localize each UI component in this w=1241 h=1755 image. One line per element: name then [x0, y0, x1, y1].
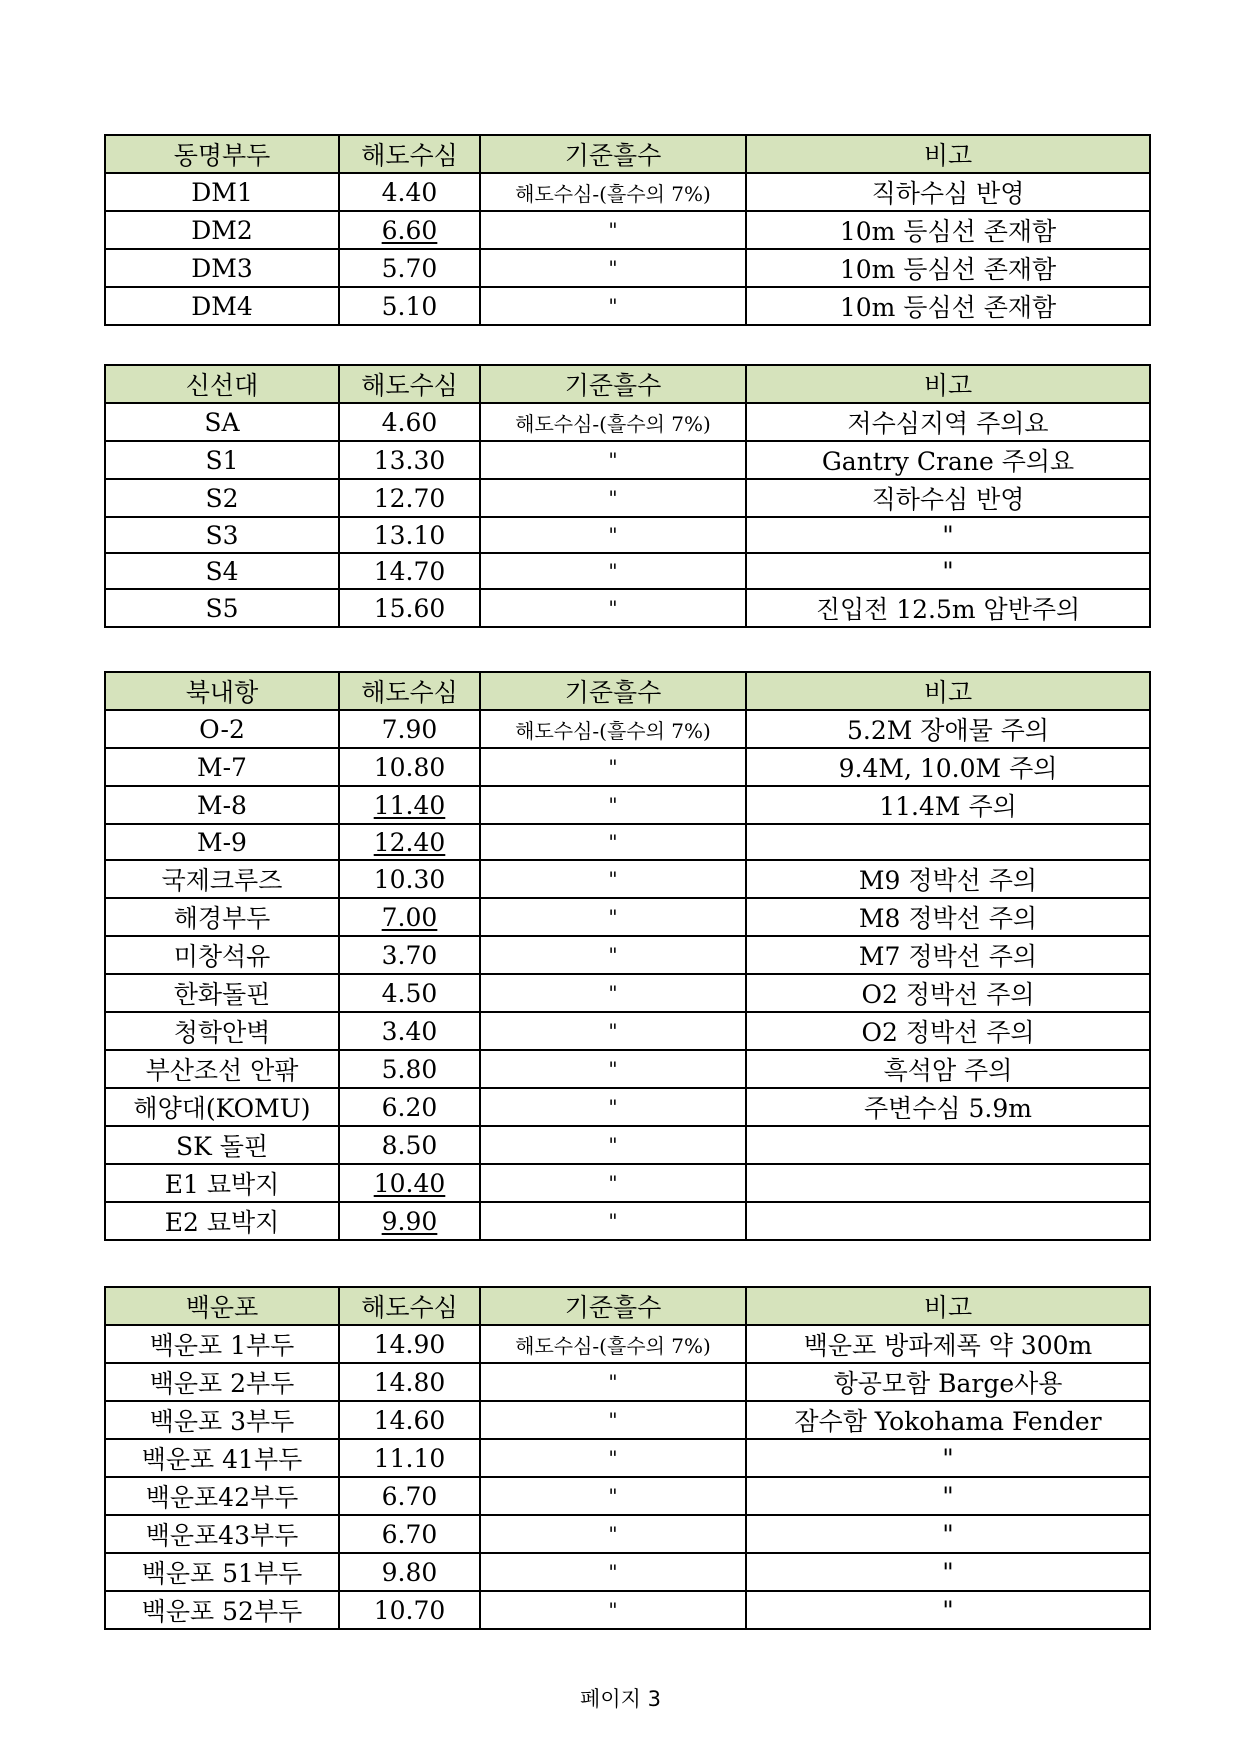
standard-draft-cell: " [480, 1401, 746, 1439]
berth-name-cell: 해양대(KOMU) [105, 1088, 339, 1126]
chart-depth-cell: 14.80 [339, 1363, 480, 1401]
table-baegunpo [104, 1286, 1151, 1630]
berth-name-cell: S5 [105, 589, 339, 627]
table-row [105, 1202, 1150, 1240]
remark-cell: " [746, 517, 1150, 553]
remark-cell: 진입전 12.5m 암반주의 [746, 589, 1150, 627]
remark-cell: " [746, 1553, 1150, 1591]
berth-name-cell: 백운포 2부두 [105, 1363, 339, 1401]
chart-depth-cell: 6.70 [339, 1477, 480, 1515]
table-row [105, 403, 1150, 441]
chart-depth-cell: 3.70 [339, 936, 480, 974]
remark-cell [746, 1126, 1150, 1164]
remark-cell: 잠수함 Yokohama Fender [746, 1401, 1150, 1439]
table-row [105, 748, 1150, 786]
berth-name-cell: S3 [105, 517, 339, 553]
table-dongmyeong [104, 134, 1151, 326]
chart-depth-cell [339, 1164, 480, 1202]
chart-depth-cell: 3.40 [339, 1012, 480, 1050]
table-row [105, 1050, 1150, 1088]
table-header-row [105, 365, 1150, 403]
berth-name-cell: DM3 [105, 249, 339, 287]
table-row [105, 287, 1150, 325]
berth-name-cell: 백운포 3부두 [105, 1401, 339, 1439]
chart-depth-cell: 4.60 [339, 403, 480, 441]
chart-depth-cell: 15.60 [339, 589, 480, 627]
table-row [105, 1515, 1150, 1553]
remark-cell [746, 1202, 1150, 1240]
table-row [105, 211, 1150, 249]
standard-draft-cell: " [480, 553, 746, 589]
table-header-row [105, 1287, 1150, 1325]
page-number: 페이지 3 [580, 1687, 661, 1711]
chart-depth-cell: 4.40 [339, 173, 480, 211]
table-row [105, 441, 1150, 479]
berth-name-cell: 한화돌핀 [105, 974, 339, 1012]
table-row [105, 1591, 1150, 1629]
standard-draft-cell: " [480, 211, 746, 249]
remark-cell: 주변수심 5.9m [746, 1088, 1150, 1126]
header-depth: 해도수심 [339, 672, 480, 710]
standard-draft-cell: " [480, 1515, 746, 1553]
standard-draft-cell: " [480, 479, 746, 517]
header-remark: 비고 [746, 135, 1150, 173]
berth-name-cell: M-7 [105, 748, 339, 786]
chart-depth-cell: 10.70 [339, 1591, 480, 1629]
remark-cell: 11.4M 주의 [746, 786, 1150, 824]
remark-cell: " [746, 1439, 1150, 1477]
table-row [105, 479, 1150, 517]
table-row [105, 936, 1150, 974]
berth-name-cell: 백운포 1부두 [105, 1325, 339, 1363]
table-row [105, 517, 1150, 553]
table-row [105, 1164, 1150, 1202]
standard-draft-cell: " [480, 517, 746, 553]
chart-depth-cell: 10.30 [339, 860, 480, 898]
table-row [105, 589, 1150, 627]
remark-cell: 10m 등심선 존재함 [746, 211, 1150, 249]
remark-cell: M9 정박선 주의 [746, 860, 1150, 898]
table-row [105, 1553, 1150, 1591]
table-header-row [105, 672, 1150, 710]
remark-cell: O2 정박선 주의 [746, 974, 1150, 1012]
standard-draft-cell: " [480, 898, 746, 936]
header-standard: 기준흘수 [480, 1287, 746, 1325]
remark-cell: 저수심지역 주의요 [746, 403, 1150, 441]
remark-cell: 흑석암 주의 [746, 1050, 1150, 1088]
underlined-depth-value: 11.40 [373, 790, 446, 820]
standard-draft-cell: " [480, 786, 746, 824]
header-depth: 해도수심 [339, 135, 480, 173]
chart-depth-cell: 13.30 [339, 441, 480, 479]
berth-name-cell: 국제크루즈 [105, 860, 339, 898]
remark-cell: 9.4M, 10.0M 주의 [746, 748, 1150, 786]
remark-cell: O2 정박선 주의 [746, 1012, 1150, 1050]
standard-draft-cell: " [480, 1126, 746, 1164]
header-title: 백운포 [105, 1287, 339, 1325]
chart-depth-cell: 5.70 [339, 249, 480, 287]
chart-depth-cell: 14.70 [339, 553, 480, 589]
table-row [105, 1012, 1150, 1050]
standard-draft-cell: " [480, 1363, 746, 1401]
chart-depth-cell [339, 1202, 480, 1240]
header-standard: 기준흘수 [480, 135, 746, 173]
remark-cell: " [746, 1591, 1150, 1629]
remark-cell [746, 824, 1150, 860]
remark-cell: 10m 등심선 존재함 [746, 249, 1150, 287]
berth-name-cell: 부산조선 안팎 [105, 1050, 339, 1088]
underlined-depth-value: 12.40 [373, 827, 446, 857]
header-standard: 기준흘수 [480, 672, 746, 710]
underlined-depth-value: 6.60 [381, 215, 438, 245]
header-remark: 비고 [746, 1287, 1150, 1325]
chart-depth-cell: 14.60 [339, 1401, 480, 1439]
remark-cell: M7 정박선 주의 [746, 936, 1150, 974]
standard-draft-cell: " [480, 974, 746, 1012]
header-remark: 비고 [746, 672, 1150, 710]
berth-name-cell: 백운포 51부두 [105, 1553, 339, 1591]
remark-cell: 백운포 방파제폭 약 300m [746, 1325, 1150, 1363]
chart-depth-cell: 4.50 [339, 974, 480, 1012]
table-sinseondae [104, 364, 1151, 628]
standard-draft-cell: " [480, 1164, 746, 1202]
berth-name-cell: 백운포43부두 [105, 1515, 339, 1553]
berth-name-cell: DM4 [105, 287, 339, 325]
underlined-depth-value: 10.40 [373, 1168, 446, 1198]
table-row [105, 710, 1150, 748]
berth-name-cell: SK 돌핀 [105, 1126, 339, 1164]
chart-depth-cell [339, 211, 480, 249]
remark-cell: " [746, 1515, 1150, 1553]
berth-name-cell: 미창석유 [105, 936, 339, 974]
chart-depth-cell: 5.10 [339, 287, 480, 325]
remark-cell [746, 1164, 1150, 1202]
standard-draft-cell: " [480, 748, 746, 786]
table-row [105, 1325, 1150, 1363]
berth-name-cell: O-2 [105, 710, 339, 748]
standard-draft-cell: 해도수심-(흘수의 7%) [480, 710, 746, 748]
table-row [105, 553, 1150, 589]
berth-name-cell: S4 [105, 553, 339, 589]
standard-draft-cell: " [480, 860, 746, 898]
remark-cell: M8 정박선 주의 [746, 898, 1150, 936]
underlined-depth-value: 9.90 [381, 1206, 438, 1236]
table-row [105, 173, 1150, 211]
remark-cell: Gantry Crane 주의요 [746, 441, 1150, 479]
remark-cell: 10m 등심선 존재함 [746, 287, 1150, 325]
underlined-depth-value: 7.00 [381, 902, 438, 932]
header-title: 동명부두 [105, 135, 339, 173]
chart-depth-cell: 5.80 [339, 1050, 480, 1088]
table-row [105, 1126, 1150, 1164]
standard-draft-cell: " [480, 1088, 746, 1126]
berth-name-cell: DM1 [105, 173, 339, 211]
standard-draft-cell: " [480, 1202, 746, 1240]
standard-draft-cell: " [480, 249, 746, 287]
standard-draft-cell: " [480, 1477, 746, 1515]
header-title: 신선대 [105, 365, 339, 403]
table-row [105, 974, 1150, 1012]
berth-name-cell: 청학안벽 [105, 1012, 339, 1050]
header-title: 북내항 [105, 672, 339, 710]
table-row [105, 249, 1150, 287]
chart-depth-cell [339, 824, 480, 860]
chart-depth-cell: 8.50 [339, 1126, 480, 1164]
standard-draft-cell: 해도수심-(흘수의 7%) [480, 1325, 746, 1363]
table-bungnaehang [104, 671, 1151, 1241]
table-row [105, 1401, 1150, 1439]
standard-draft-cell: 해도수심-(흘수의 7%) [480, 173, 746, 211]
table-row [105, 1439, 1150, 1477]
berth-name-cell: E2 묘박지 [105, 1202, 339, 1240]
berth-name-cell: SA [105, 403, 339, 441]
berth-name-cell: 백운포 52부두 [105, 1591, 339, 1629]
standard-draft-cell: " [480, 441, 746, 479]
standard-draft-cell: " [480, 1012, 746, 1050]
berth-name-cell: E1 묘박지 [105, 1164, 339, 1202]
berth-name-cell: 백운포 41부두 [105, 1439, 339, 1477]
remark-cell: 항공모함 Barge사용 [746, 1363, 1150, 1401]
standard-draft-cell: " [480, 936, 746, 974]
table-row [105, 1088, 1150, 1126]
table-row [105, 824, 1150, 860]
table-row [105, 898, 1150, 936]
chart-depth-cell [339, 898, 480, 936]
table-header-row [105, 135, 1150, 173]
standard-draft-cell: " [480, 589, 746, 627]
standard-draft-cell: " [480, 1591, 746, 1629]
table-row [105, 860, 1150, 898]
chart-depth-cell: 6.70 [339, 1515, 480, 1553]
standard-draft-cell: " [480, 1553, 746, 1591]
chart-depth-cell: 7.90 [339, 710, 480, 748]
remark-cell: " [746, 553, 1150, 589]
header-depth: 해도수심 [339, 1287, 480, 1325]
chart-depth-cell: 10.80 [339, 748, 480, 786]
chart-depth-cell [339, 786, 480, 824]
standard-draft-cell: " [480, 287, 746, 325]
remark-cell: 직하수심 반영 [746, 173, 1150, 211]
chart-depth-cell: 6.20 [339, 1088, 480, 1126]
berth-name-cell: M-9 [105, 824, 339, 860]
chart-depth-cell: 9.80 [339, 1553, 480, 1591]
remark-cell: " [746, 1477, 1150, 1515]
berth-name-cell: S1 [105, 441, 339, 479]
chart-depth-cell: 11.10 [339, 1439, 480, 1477]
remark-cell: 5.2M 장애물 주의 [746, 710, 1150, 748]
table-row [105, 786, 1150, 824]
chart-depth-cell: 14.90 [339, 1325, 480, 1363]
berth-name-cell: M-8 [105, 786, 339, 824]
chart-depth-cell: 13.10 [339, 517, 480, 553]
standard-draft-cell: " [480, 1439, 746, 1477]
table-row [105, 1477, 1150, 1515]
header-remark: 비고 [746, 365, 1150, 403]
berth-name-cell: 백운포42부두 [105, 1477, 339, 1515]
header-depth: 해도수심 [339, 365, 480, 403]
chart-depth-cell: 12.70 [339, 479, 480, 517]
berth-name-cell: S2 [105, 479, 339, 517]
berth-name-cell: 해경부두 [105, 898, 339, 936]
header-standard: 기준흘수 [480, 365, 746, 403]
standard-draft-cell: " [480, 824, 746, 860]
standard-draft-cell: " [480, 1050, 746, 1088]
remark-cell: 직하수심 반영 [746, 479, 1150, 517]
berth-name-cell: DM2 [105, 211, 339, 249]
table-row [105, 1363, 1150, 1401]
standard-draft-cell: 해도수심-(흘수의 7%) [480, 403, 746, 441]
